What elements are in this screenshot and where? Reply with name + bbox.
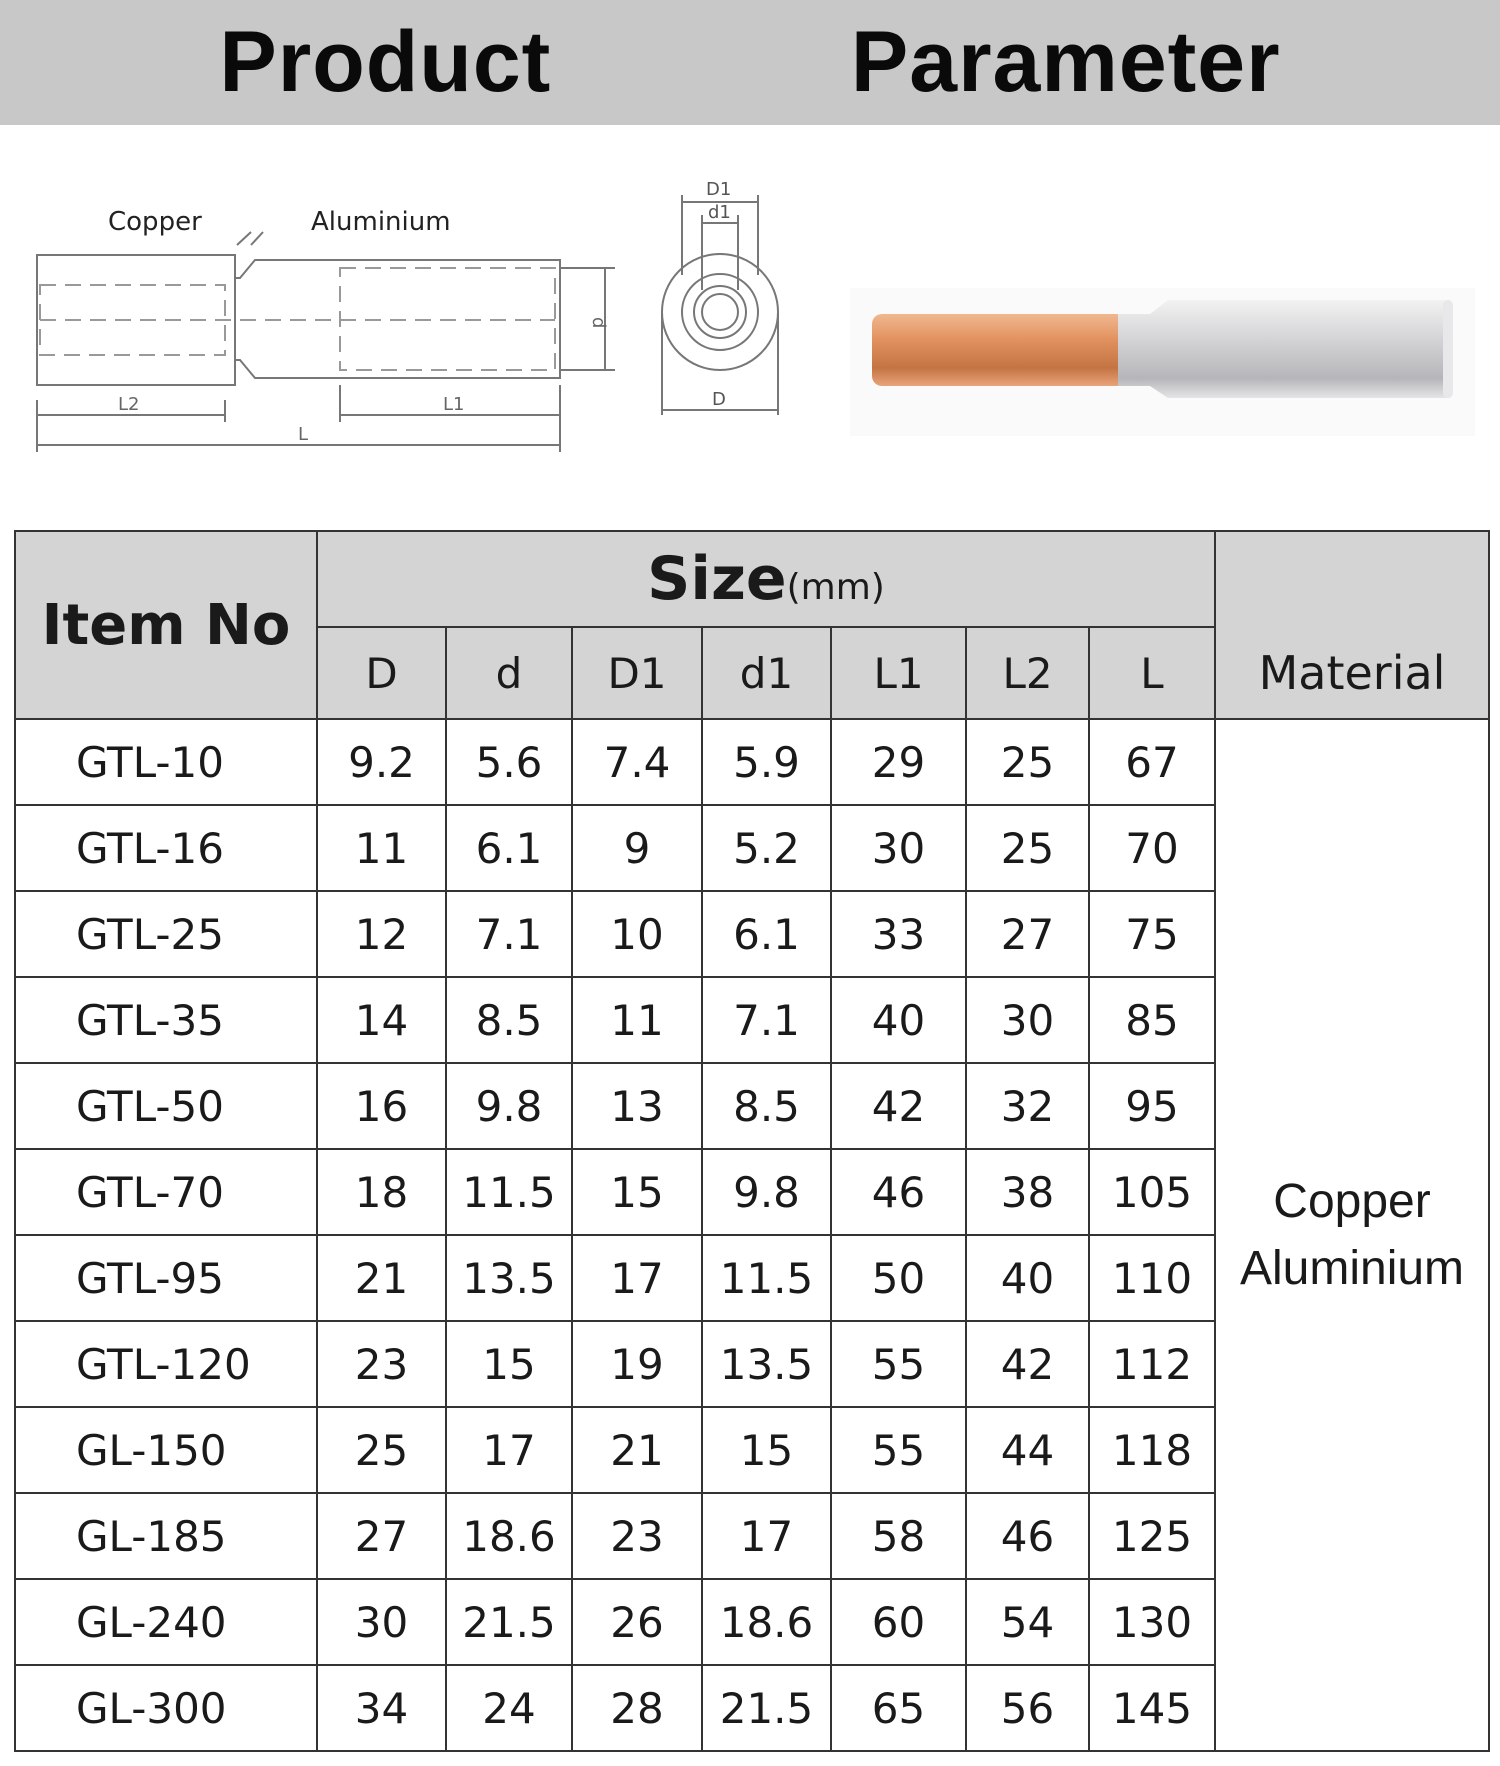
size-cell: 42 [966, 1321, 1089, 1407]
size-cell: 67 [1089, 719, 1215, 805]
spec-table-body [15, 719, 1489, 1751]
dim-d1-inner-label: d1 [708, 202, 731, 223]
size-cell: 19 [572, 1321, 702, 1407]
size-cell: 13.5 [446, 1235, 572, 1321]
size-cell: 13 [572, 1063, 702, 1149]
item-no-header: Item No [15, 531, 317, 719]
size-cell: 9 [572, 805, 702, 891]
size-cell: 6.1 [702, 891, 831, 977]
dim-outer-d-label: D [712, 389, 726, 410]
size-header-label: Size [647, 544, 787, 614]
size-cell: 7.1 [446, 891, 572, 977]
size-cell: 17 [572, 1235, 702, 1321]
size-cell: 15 [572, 1149, 702, 1235]
col-header: D [317, 627, 446, 719]
size-cell: 17 [446, 1407, 572, 1493]
size-cell: 11 [572, 977, 702, 1063]
size-cell: 145 [1089, 1665, 1215, 1751]
size-cell: 9.8 [446, 1063, 572, 1149]
item-no-cell: GTL-120 [15, 1321, 317, 1407]
aluminium-label: Aluminium [311, 207, 451, 237]
size-cell: 105 [1089, 1149, 1215, 1235]
size-cell: 21 [572, 1407, 702, 1493]
size-cell: 112 [1089, 1321, 1215, 1407]
size-cell: 13.5 [702, 1321, 831, 1407]
dim-l2-label: L2 [118, 394, 140, 415]
item-no-cell: GTL-95 [15, 1235, 317, 1321]
side-view-drawing [15, 160, 635, 460]
size-cell: 15 [446, 1321, 572, 1407]
size-cell: 11.5 [702, 1235, 831, 1321]
size-cell: 10 [572, 891, 702, 977]
item-no-cell: GTL-25 [15, 891, 317, 977]
size-cell: 38 [966, 1149, 1089, 1235]
size-cell: 21 [317, 1235, 446, 1321]
size-cell: 7.4 [572, 719, 702, 805]
size-cell: 9.8 [702, 1149, 831, 1235]
dim-l1-label: L1 [443, 394, 465, 415]
size-cell: 55 [831, 1407, 966, 1493]
material-line-1: Copper [1273, 1174, 1431, 1228]
item-no-cell: GL-240 [15, 1579, 317, 1665]
cross-section-drawing [650, 175, 790, 425]
dim-l-label: L [298, 424, 309, 445]
size-cell: 16 [317, 1063, 446, 1149]
size-cell: 17 [702, 1493, 831, 1579]
size-cell: 40 [966, 1235, 1089, 1321]
product-photo [850, 288, 1475, 436]
size-cell: 25 [966, 719, 1089, 805]
size-cell: 8.5 [702, 1063, 831, 1149]
material-header: Material [1215, 627, 1489, 719]
item-no-cell: GTL-35 [15, 977, 317, 1063]
item-no-cell: GTL-16 [15, 805, 317, 891]
item-no-cell: GTL-50 [15, 1063, 317, 1149]
size-cell: 18.6 [446, 1493, 572, 1579]
size-cell: 110 [1089, 1235, 1215, 1321]
size-cell: 30 [317, 1579, 446, 1665]
size-cell: 6.1 [446, 805, 572, 891]
size-cell: 24 [446, 1665, 572, 1751]
size-cell: 12 [317, 891, 446, 977]
size-cell: 32 [966, 1063, 1089, 1149]
size-cell: 11.5 [446, 1149, 572, 1235]
size-cell: 26 [572, 1579, 702, 1665]
size-cell: 5.6 [446, 719, 572, 805]
size-cell: 34 [317, 1665, 446, 1751]
size-unit-label: (mm) [786, 567, 885, 608]
size-cell: 25 [966, 805, 1089, 891]
item-no-cell: GL-300 [15, 1665, 317, 1751]
size-cell: 54 [966, 1579, 1089, 1665]
table-row [15, 719, 1489, 805]
material-cell [1215, 719, 1489, 1751]
size-cell: 15 [702, 1407, 831, 1493]
size-cell: 14 [317, 977, 446, 1063]
copper-section [872, 314, 1127, 386]
size-cell: 75 [1089, 891, 1215, 977]
dim-d-label: d [588, 317, 609, 329]
size-cell: 46 [831, 1149, 966, 1235]
size-cell: 5.2 [702, 805, 831, 891]
size-cell: 18 [317, 1149, 446, 1235]
col-header: L [1089, 627, 1215, 719]
aluminium-section [1118, 300, 1450, 398]
copper-label: Copper [108, 207, 202, 237]
size-header [317, 531, 1215, 627]
size-cell: 125 [1089, 1493, 1215, 1579]
col-header: L2 [966, 627, 1089, 719]
header-band [0, 0, 1500, 125]
size-cell: 130 [1089, 1579, 1215, 1665]
size-cell: 27 [317, 1493, 446, 1579]
col-header: D1 [572, 627, 702, 719]
size-cell: 58 [831, 1493, 966, 1579]
size-cell: 46 [966, 1493, 1089, 1579]
size-cell: 33 [831, 891, 966, 977]
material-line-2: Aluminium [1239, 1242, 1465, 1295]
size-cell: 40 [831, 977, 966, 1063]
size-cell: 27 [966, 891, 1089, 977]
page-title: Product Parameter [219, 14, 1281, 110]
size-cell: 85 [1089, 977, 1215, 1063]
spec-table [14, 530, 1490, 1752]
size-cell: 65 [831, 1665, 966, 1751]
size-cell: 29 [831, 719, 966, 805]
material-header-top [1215, 531, 1489, 627]
size-cell: 56 [966, 1665, 1089, 1751]
item-no-cell: GTL-70 [15, 1149, 317, 1235]
size-cell: 21.5 [702, 1665, 831, 1751]
size-cell: 23 [317, 1321, 446, 1407]
size-cell: 21.5 [446, 1579, 572, 1665]
size-cell: 5.9 [702, 719, 831, 805]
size-cell: 44 [966, 1407, 1089, 1493]
size-cell: 18.6 [702, 1579, 831, 1665]
size-cell: 60 [831, 1579, 966, 1665]
size-cell: 30 [831, 805, 966, 891]
item-no-cell: GTL-10 [15, 719, 317, 805]
size-cell: 28 [572, 1665, 702, 1751]
col-header: d1 [702, 627, 831, 719]
col-header: d [446, 627, 572, 719]
size-cell: 70 [1089, 805, 1215, 891]
size-cell: 7.1 [702, 977, 831, 1063]
size-cell: 95 [1089, 1063, 1215, 1149]
size-cell: 30 [966, 977, 1089, 1063]
col-header: L1 [831, 627, 966, 719]
size-cell: 50 [831, 1235, 966, 1321]
item-no-cell: GL-150 [15, 1407, 317, 1493]
size-cell: 9.2 [317, 719, 446, 805]
item-no-cell: GL-185 [15, 1493, 317, 1579]
size-cell: 23 [572, 1493, 702, 1579]
size-cell: 118 [1089, 1407, 1215, 1493]
size-cell: 55 [831, 1321, 966, 1407]
size-cell: 42 [831, 1063, 966, 1149]
dim-d1-outer-label: D1 [706, 179, 732, 200]
size-cell: 8.5 [446, 977, 572, 1063]
size-cell: 25 [317, 1407, 446, 1493]
size-cell: 11 [317, 805, 446, 891]
